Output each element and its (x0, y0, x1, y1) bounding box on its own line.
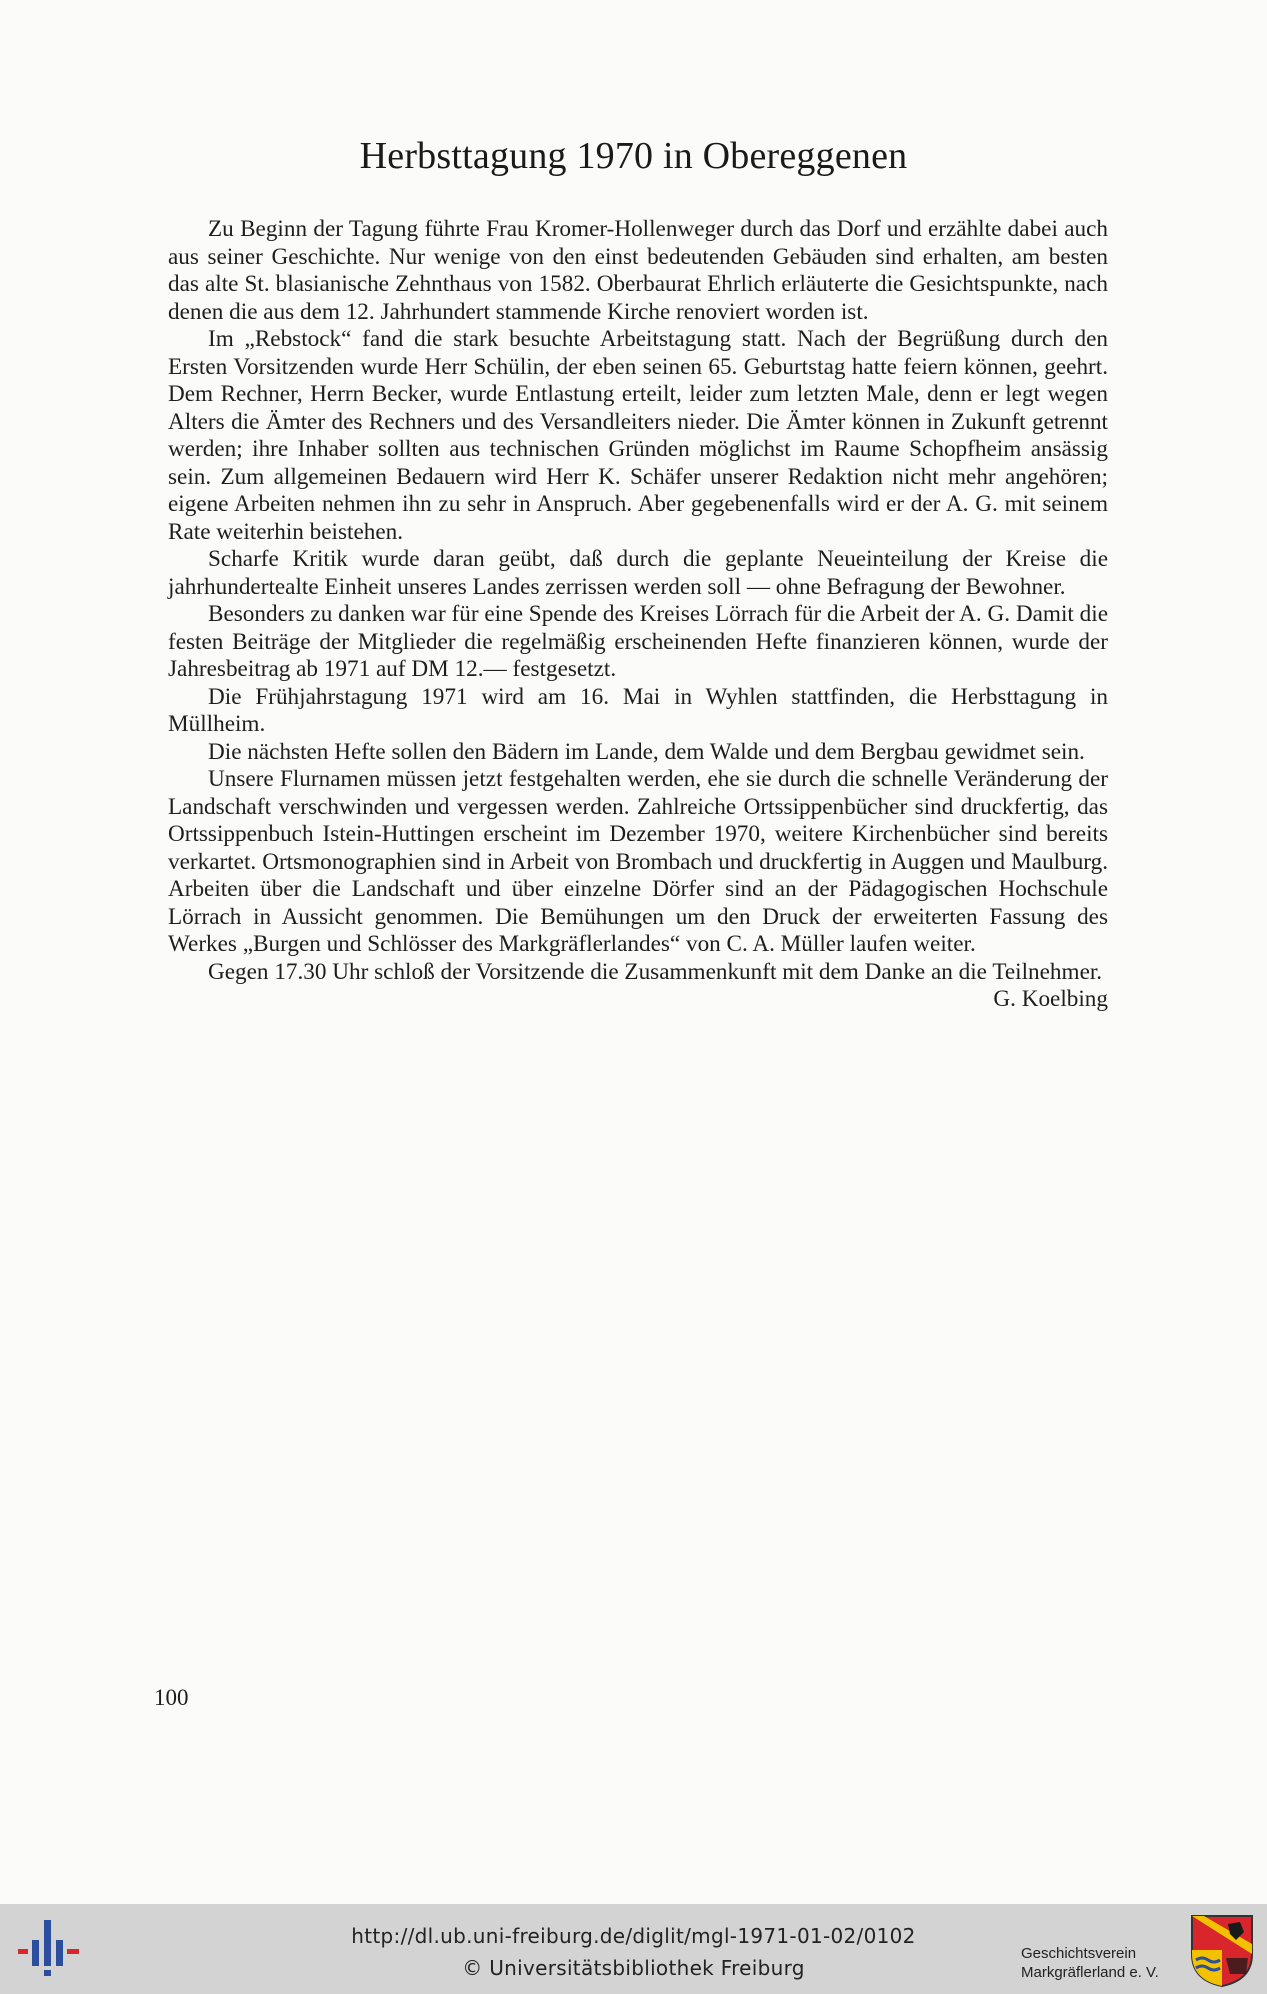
page-number: 100 (154, 1685, 189, 1710)
paragraph-3: Scharfe Kritik wurde daran geübt, daß durch die geplante Neueinteilung der Kreise die jahrhundertealte Einheit unseres Landes zerrissen werden soll — ohne Befragung der Bewohner. (168, 546, 1108, 600)
footer-bar (0, 1904, 1267, 1994)
paragraph-8: Gegen 17.30 Uhr schloß der Vorsitzende die Zusammenkunft mit dem Danke an die Teilnehmer. (208, 958, 1103, 985)
article-title: Herbsttagung 1970 in Obereggenen (359, 135, 908, 177)
source-url-link[interactable]: http://dl.ub.uni-freiburg.de/diglit/mgl-1971-01-02/0102 (351, 1924, 916, 1948)
paragraph-2: Im „Rebstock“ fand die stark besuchte Arbeitstagung statt. Nach der Begrüßung durch den Ersten Vorsitzenden wurde Herr Schülin, der eben seinen 65. Geburtstag hatte feiern können, geehrt. Dem Rechner, Herrn Becker, wurde Entlastung erteilt, leider zum letzten Male, denn er legt wegen Alters die Ämter des Rechners und des Versandleiters nieder. Die Ämter können in Zukunft getrennt werden; ihre Inhaber sollten aus technischen Gründen möglichst im Raume Schopfheim ansässig sein. Zum allgemeinen Bedauern wird Herr K. Schäfer unserer Redaktion nicht mehr angehören; eigene Arbeiten nehmen ihn zu sehr in Anspruch. Aber gegebenenfalls wird er der A. G. mit seinem Rate weiterhin beistehen. (168, 326, 1108, 545)
paragraph-5: Die Frühjahrstagung 1971 wird am 16. Mai in Wyhlen stattfinden, die Herbsttagung in Müllheim. (168, 683, 1108, 737)
society-crest-icon (1190, 1914, 1254, 1988)
society-name-line-2: Markgräflerland e. V. (1021, 1964, 1159, 1981)
article-body (168, 216, 1108, 1014)
copyright-text: © Universitätsbibliothek Freiburg (462, 1956, 805, 1980)
paragraph-4: Besonders zu danken war für eine Spende des Kreises Lörrach für die Arbeit der A. G. Damit die festen Beiträge der Mitglieder die regelmäßig erscheinenden Hefte finanzieren können, wurde der Jahresbeitrag ab 1971 auf DM 12.— festgesetzt. (168, 601, 1108, 682)
author-signature: G. Koelbing (993, 986, 1108, 1012)
paragraph-7: Unsere Flurnamen müssen jetzt festgehalten werden, ehe sie durch die schnelle Veränderung der Landschaft verschwinden und vergessen werden. Zahlreiche Ortssippenbücher sind druckfertig, das Ortssippenbuch Istein-Huttingen erscheint im Dezember 1970, weitere Kirchenbücher sind bereits verkartet. Ortsmonographien sind in Arbeit von Brombach und druckfertig in Auggen und Maulburg. Arbeiten über die Landschaft und über einzelne Dörfer sind an der Pädagogischen Hochschule Lörrach in Aussicht genommen. Die Bemühungen um den Druck der erweiterten Fassung des Werkes „Burgen und Schlösser des Markgräflerlandes“ von C. A. Müller laufen weiter. (168, 766, 1108, 957)
society-name (1021, 1944, 1159, 1982)
paragraph-1: Zu Beginn der Tagung führte Frau Kromer-Hollenweger durch das Dorf und erzählte dabei auch aus seiner Geschichte. Nur wenige von den einst bedeutenden Gebäuden sind erhalten, am besten das alte St. blasianische Zehnthaus von 1582. Oberbaurat Ehrlich erläuterte die Gesichtspunkte, nach denen die aus dem 12. Jahrhundert stammende Kirche renoviert worden ist. (168, 216, 1108, 325)
society-name-line-1: Geschichtsverein (1021, 1945, 1137, 1962)
paragraph-6: Die nächsten Hefte sollen den Bädern im Lande, dem Walde und dem Bergbau gewidmet sein. (208, 738, 1085, 765)
